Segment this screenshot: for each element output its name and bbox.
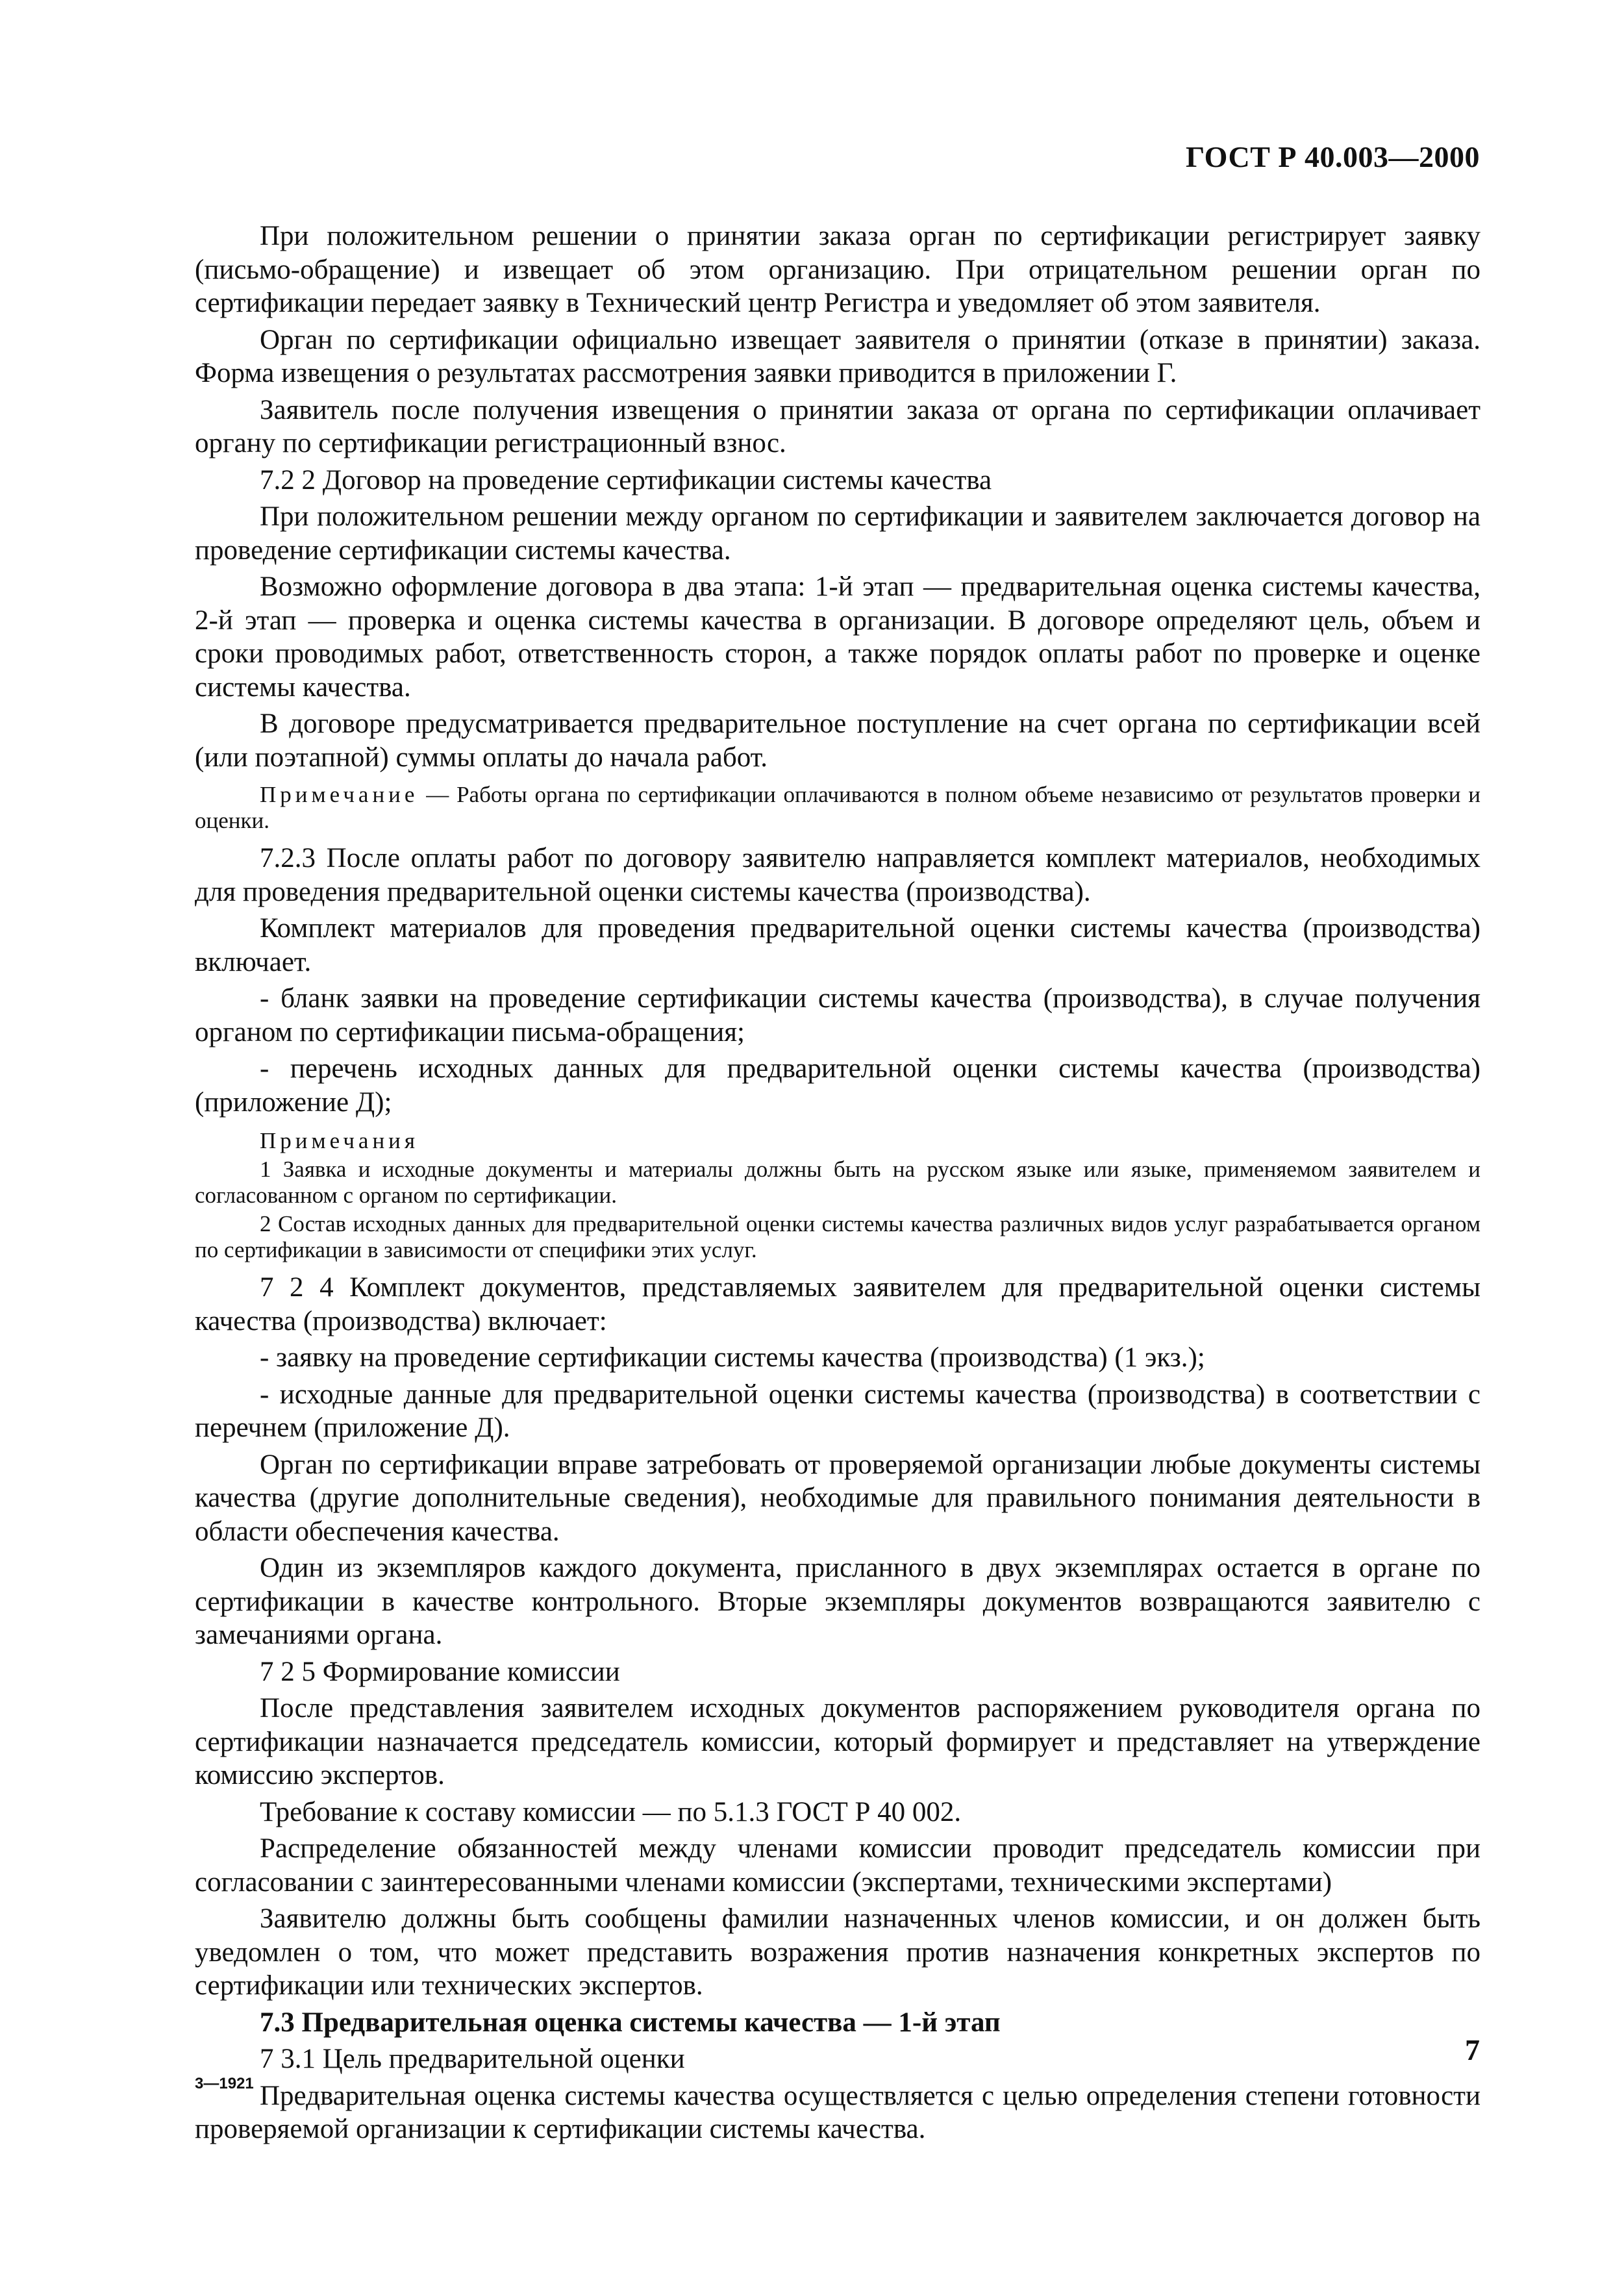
paragraph: В договоре предусматривается предварительное поступление на счет органа по сертификации всей (или поэтапной) суммы оплаты до начала работ. bbox=[195, 708, 1480, 773]
paragraph: Требование к составу комиссии — по 5.1.3 ГОСТ Р 40 002. bbox=[260, 1796, 962, 1827]
clause-heading-7-3-1: 7 3.1 Цель предварительной оценки bbox=[260, 2044, 685, 2074]
paragraph: Комплект материалов для проведения предварительной оценки системы качества (производства) включает. bbox=[195, 913, 1480, 977]
note-label: Примечание bbox=[260, 782, 419, 807]
document-body bbox=[195, 219, 1480, 2150]
paragraph: Заявитель после получения извещения о принятии заказа от органа по сертификации оплачивает органу по сертификации регистрационный взнос. bbox=[195, 394, 1480, 458]
clause-heading-7-2-5: 7 2 5 Формирование комиссии bbox=[260, 1656, 620, 1687]
paragraph: Орган по сертификации официально извещает заявителя о принятии (отказе в принятии) заказа. Форма извещения о результатах рассмотрения заявки приводится в приложении Г. bbox=[195, 324, 1480, 388]
paragraph: Распределение обязанностей между членами комиссии проводит председатель комиссии при согласовании с заинтересованными членами комиссии (экспертами, техническими экспертами) bbox=[195, 1833, 1480, 1898]
list-item: - исходные данные для предварительной оценки системы качества (производства) в соответствии с перечнем (приложение Д). bbox=[195, 1379, 1480, 1443]
note-text: — Работы органа по сертификации оплачиваются в полном объеме независимо от результатов проверки и оценки. bbox=[195, 782, 1480, 833]
note-payment bbox=[195, 782, 1480, 834]
note-item: 2 Состав исходных данных для предварительной оценки системы качества различных видов услуг разрабатывается органом по сертификации в зависимости от специфики этих услуг. bbox=[195, 1211, 1480, 1262]
notes-title: Примечания bbox=[260, 1128, 419, 1153]
clause-heading-7-2-2: 7.2 2 Договор на проведение сертификации системы качества bbox=[260, 464, 992, 495]
document-standard-code: ГОСТ Р 40.003—2000 bbox=[1186, 140, 1480, 173]
section-heading-7-3: 7.3 Предварительная оценка системы качества — 1-й этап bbox=[260, 2007, 1001, 2038]
paragraph: Заявителю должны быть сообщены фамилии назначенных членов комиссии, и он должен быть уведомлен о том, что может представить возражения против назначения конкретных экспертов по сертификации или технических экспертов. bbox=[195, 1903, 1480, 2001]
paragraph: При положительном решении о принятии заказа орган по сертификации регистрирует заявку (письмо-обращение) и извещает об этом организацию. При отрицательном решении орган по сертификации передает заявку в Технический центр Регистра и уведомляет об этом заявителя. bbox=[195, 221, 1480, 318]
paragraph: Предварительная оценка системы качества осуществляется с целью определения степени готовности проверяемой организации к сертификации системы качества. bbox=[195, 2080, 1480, 2144]
page-number: 7 bbox=[1465, 2033, 1480, 2066]
list-item: - перечень исходных данных для предварительной оценки системы качества (производства) (приложение Д); bbox=[195, 1053, 1480, 1118]
clause-7-2-4: 7 2 4 Комплект документов, представляемых заявителем для предварительной оценки системы качества (производства) включает: bbox=[195, 1272, 1480, 1336]
paragraph: Орган по сертификации вправе затребовать от проверяемой организации любые документы системы качества (другие дополнительные сведения), необходимые для правильного понимания деятельности в области обеспечения качества. bbox=[195, 1449, 1480, 1547]
print-code: 3—1921 bbox=[195, 2075, 254, 2092]
list-item: - бланк заявки на проведение сертификации системы качества (производства), в случае получения органом по сертификации письма-обращения; bbox=[195, 983, 1480, 1047]
note-item: 1 Заявка и исходные документы и материалы должны быть на русском языке или языке, применяемом заявителем и согласованном с органом по сертификации. bbox=[195, 1157, 1480, 1208]
clause-7-2-3: 7.2.3 После оплаты работ по договору заявителю направляется комплект материалов, необходимых для проведения предварительной оценки системы качества (производства). bbox=[195, 843, 1480, 907]
list-item: - заявку на проведение сертификации системы качества (производства) (1 экз.); bbox=[260, 1342, 1205, 1373]
paragraph: После представления заявителем исходных документов распоряжением руководителя органа по сертификации назначается председатель комиссии, который формирует и представляет на утверждение комиссию экспертов. bbox=[195, 1693, 1480, 1790]
paragraph: Один из экземпляров каждого документа, присланного в двух экземплярах остается в органе по сертификации в качестве контрольного. Вторые экземпляры документов возвращаются заявителю с замечаниями органа. bbox=[195, 1553, 1480, 1650]
paragraph: При положительном решении между органом по сертификации и заявителем заключается договор на проведение сертификации системы качества. bbox=[195, 501, 1480, 566]
paragraph: Возможно оформление договора в два этапа: 1-й этап — предварительная оценка системы качества, 2-й этап — проверка и оценка системы качества в организации. В договоре определяют цель, объем и сроки проводимых работ, ответственность сторон, а также порядок оплаты работ по проверке и оценке системы качества. bbox=[195, 571, 1480, 703]
